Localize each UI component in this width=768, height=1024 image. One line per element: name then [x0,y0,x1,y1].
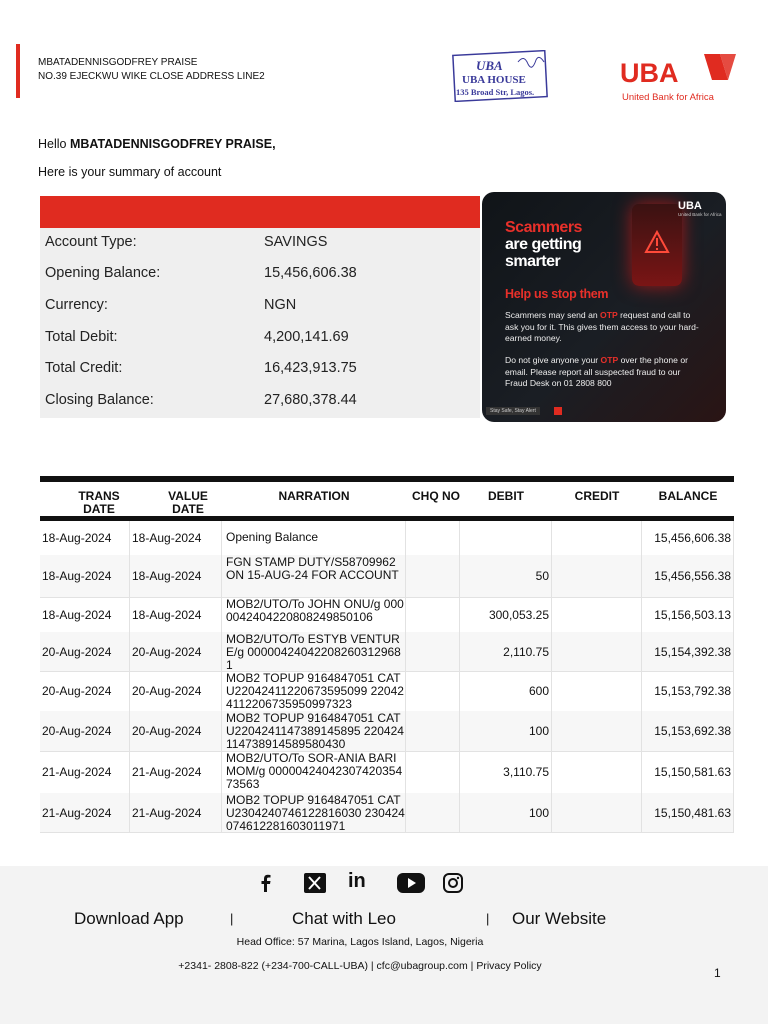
cell-balance [642,793,734,832]
cell-narration [222,597,406,632]
banner-headline-3: smarter [505,253,561,270]
cell-narration-text: MOB2/UTO/To ESTYB VENTURE/g 000004240422082603129681 [226,632,401,672]
summary-value: 4,200,141.69 [264,329,349,345]
header-narration: NARRATION [278,489,350,503]
cell-value-text: 20-Aug-2024 [132,724,202,738]
download-app-link[interactable]: Download App [74,909,184,928]
cell-trans-text: 21-Aug-2024 [42,806,112,820]
cell-credit [552,793,642,832]
banner-headline-2: are getting [505,236,582,253]
uba-house-stamp [452,50,548,102]
cell-trans [40,632,130,671]
cell-chq [406,793,460,832]
cell-narration [222,671,406,711]
cell-trans-text: 18-Aug-2024 [42,569,112,583]
cell-debit-text: 300,053.25 [488,608,549,622]
cell-chq [406,521,460,555]
cell-trans-text: 20-Aug-2024 [42,645,112,659]
cell-debit-text: 600 [528,684,549,698]
cell-debit [460,555,552,597]
summary-row-opening-balance [40,259,480,290]
cell-chq [406,711,460,751]
table-row [40,597,734,633]
stamp-text-address: 135 Broad Str, Lagos. [456,87,535,97]
header-trans-date: TRANS DATE [78,489,120,516]
header-credit: CREDIT [574,489,620,503]
table-row [40,632,734,672]
cell-balance-text: 15,150,581.63 [654,765,731,779]
banner-logo-subtitle: United Bank for Africa [678,212,722,217]
cell-balance [642,555,734,597]
summary-row-closing-balance [40,386,480,417]
cell-value [130,555,222,597]
x-twitter-icon[interactable] [303,872,327,894]
cell-value [130,521,222,555]
cell-trans [40,555,130,597]
cell-balance [642,751,734,793]
cell-debit [460,671,552,711]
facebook-icon[interactable] [255,872,277,894]
cell-balance-text: 15,154,392.38 [654,645,731,659]
customer-address-line: NO.39 EJECKWU WIKE CLOSE ADDRESS LINE2 [38,71,265,82]
cell-trans-text: 21-Aug-2024 [42,765,112,779]
greeting [38,137,276,151]
cell-value-text: 20-Aug-2024 [132,645,202,659]
summary-label: Opening Balance: [45,265,161,281]
cell-narration-text: Opening Balance [226,530,319,544]
stamp-text-uba: UBA [476,58,503,73]
summary-intro: Here is your summary of account [38,165,222,179]
cell-trans-text: 18-Aug-2024 [42,531,112,545]
cell-balance [642,711,734,751]
cell-trans [40,521,130,555]
banner-logo: UBA [678,200,702,212]
table-row [40,671,734,712]
cell-balance [642,597,734,632]
summary-label: Currency: [45,297,108,313]
cell-balance-text: 15,153,692.38 [654,724,731,738]
cell-narration-text: MOB2/UTO/To SOR-ANIA BARIMOM/g 000004240423074203547356​3 [226,751,403,791]
youtube-icon[interactable] [396,872,426,894]
cell-value [130,751,222,793]
linkedin-icon[interactable]: in [348,870,366,892]
cell-chq [406,597,460,632]
cell-narration [222,555,406,597]
footer-separator: | [486,911,490,926]
cell-debit-text: 100 [528,724,549,738]
cell-debit-text: 2,110.75 [503,645,549,659]
cell-balance-text: 15,456,556.38 [654,569,731,583]
cell-balance-text: 15,153,792.38 [654,684,731,698]
logo-subtitle: United Bank for Africa [622,92,714,103]
greeting-customer-name: MBATADENNISGODFREY PRAISE, [69,137,276,151]
cell-balance-text: 15,456,606.38 [654,531,731,545]
summary-value: 27,680,378.44 [264,392,357,408]
cell-value [130,793,222,832]
cell-value-text: 20-Aug-2024 [132,684,202,698]
summary-value: 16,423,913.75 [264,360,357,376]
cell-credit [552,521,642,555]
cell-narration-text: FGN STAMP DUTY/S58709962 ON 15-AUG-24 FOR ACCOUNT [226,555,399,582]
header-accent-bar [16,44,20,98]
cell-balance-text: 15,156,503.13 [654,608,731,622]
header-debit: DEBIT [488,489,524,503]
cell-value-text: 18-Aug-2024 [132,608,202,622]
footer-separator: | [230,911,234,926]
customer-name-line: MBATADENNISGODFREY PRAISE [38,57,198,68]
fraud-awareness-banner[interactable] [482,192,726,422]
cell-chq [406,632,460,671]
cell-trans-text: 20-Aug-2024 [42,724,112,738]
cell-narration [222,711,406,751]
cell-chq [406,671,460,711]
table-row [40,793,734,833]
account-summary [40,228,480,418]
cell-trans-text: 20-Aug-2024 [42,684,112,698]
cell-debit [460,597,552,632]
summary-row-total-debit [40,323,480,354]
summary-row-account-type [40,228,480,259]
cell-credit [552,597,642,632]
cell-value-text: 18-Aug-2024 [132,531,202,545]
our-website-link[interactable]: Our Website [512,909,607,928]
banner-footer-tag: Stay Safe, Stay Alert [486,407,540,415]
cell-value [130,632,222,671]
cell-debit [460,521,552,555]
cell-credit [552,632,642,671]
phone-alert-icon [632,204,682,286]
summary-header-bar [40,196,480,228]
cell-debit-text: 3,110.75 [503,765,549,779]
cell-credit [552,671,642,711]
table-row [40,711,734,752]
cell-trans [40,711,130,751]
summary-row-currency [40,291,480,322]
cell-value-text: 18-Aug-2024 [132,569,202,583]
table-row [40,555,734,598]
cell-narration-text: MOB2 TOPUP 9164847051 CATU23042407461228160​30 230424074612281603011971 [226,793,405,833]
summary-label: Account Type: [45,234,137,250]
cell-debit [460,793,552,832]
summary-value: NGN [264,297,297,313]
summary-value: SAVINGS [264,234,328,250]
cell-value-text: 21-Aug-2024 [132,765,202,779]
cell-value [130,597,222,632]
cell-narration-text: MOB2/UTO/To JOHN ONU/g 000004240422080824985010​6 [226,597,404,624]
cell-credit [552,555,642,597]
header-value-date: VALUE DATE [168,489,208,516]
cell-narration [222,751,406,793]
cell-trans [40,751,130,793]
customer-address-block [38,56,265,84]
logo-wordmark: UBA [620,58,679,88]
cell-chq [406,555,460,597]
cell-credit [552,751,642,793]
cell-narration-text: MOB2 TOPUP 9164847051 CATU22042411473891458​95 220424114738914589580430 [226,711,404,751]
cell-narration-text: MOB2 TOPUP 9164847051 CATU22042411220673595099 22042411220673595099732​3 [226,671,404,711]
banner-paragraph-2: Do not give anyone your OTP over the phone or email. Please report all suspected fraud to our Fraud Desk on 01 2808 800 [505,355,688,388]
chat-with-leo-link[interactable]: Chat with Leo [292,909,396,928]
signature-scribble [518,57,544,67]
summary-row-total-credit [40,354,480,385]
cell-debit-text: 50 [535,569,549,583]
table-row [40,751,734,794]
greeting-hello: Hello [38,137,67,151]
cell-credit [552,711,642,751]
cell-narration [222,793,406,832]
stamp-text-house: UBA HOUSE [462,74,526,86]
banner-help-heading: Help us stop them [505,287,609,301]
cell-debit [460,632,552,671]
head-office-address: Head Office: 57 Marina, Lagos Island, Lagos, Nigeria [236,936,484,948]
cell-chq [406,751,460,793]
summary-value: 15,456,606.38 [264,265,357,281]
banner-headline-1: Scammers [505,219,582,236]
cell-balance [642,521,734,555]
table-row [40,521,734,556]
header-balance: BALANCE [658,489,718,503]
cell-narration [222,632,406,671]
cell-debit [460,711,552,751]
cell-trans-text: 18-Aug-2024 [42,608,112,622]
cell-debit [460,751,552,793]
banner-paragraph-1: Scammers may send an OTP request and call to ask you for it. This gives them access to your hard-earned money. [505,310,699,343]
cell-trans [40,671,130,711]
cell-trans [40,793,130,832]
cell-value [130,711,222,751]
cell-balance-text: 15,150,481.63 [654,806,731,820]
contact-line: +2341- 2808-822 (+234-700-CALL-UBA) | cfc@ubagroup.com | Privacy Policy [178,960,542,972]
banner-footer-accent [554,407,562,415]
instagram-icon[interactable] [442,872,464,894]
transactions-table-header [40,482,734,516]
summary-label: Closing Balance: [45,392,154,408]
cell-value [130,671,222,711]
cell-narration [222,521,406,555]
page-number: 1 [714,966,721,980]
uba-logo [620,50,740,106]
cell-balance [642,632,734,671]
header-chq-no: CHQ NO [412,489,460,503]
summary-label: Total Credit: [45,360,123,376]
cell-trans [40,597,130,632]
cell-value-text: 21-Aug-2024 [132,806,202,820]
summary-label: Total Debit: [45,329,118,345]
cell-debit-text: 100 [528,806,549,820]
cell-balance [642,671,734,711]
